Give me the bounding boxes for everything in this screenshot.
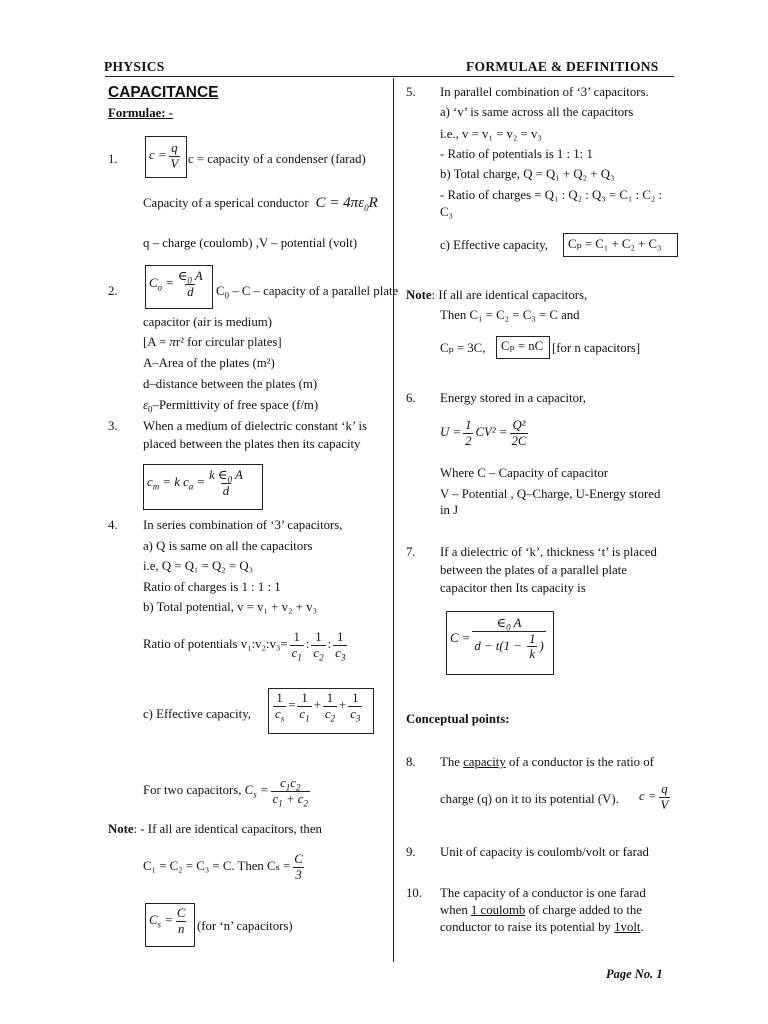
item2-line: d–distance between the plates (m) [143,377,318,391]
item10-line: conductor to raise its potential by 1volt. [440,920,644,934]
left-note-line: C₁ = C₂ = C₃ = C. Then Cₛ = $\frac{C}{3}$ [143,852,303,882]
column-divider [393,78,394,962]
item1-spherical: Capacity of a sperical conductor $C = 4\pi\varepsilon_0R$ [143,195,378,213]
formula-box-cs-n: $C_s$ = $\frac{C}{n}$ [145,903,195,947]
formula-box-co: $C_o$ = $\frac{\in_0 A}{d}$ [145,265,213,309]
item2-line: A–Area of the plates (m²) [143,356,275,370]
formula-box-series: $\frac{1}{c_s}$ = $\frac{1}{c_1}$ + $\frac{1}{c_2}$ + $\frac{1}{c_3}$ [268,688,374,734]
formula-c-q-v: c = $\frac{q}{V}$ [639,782,669,812]
page-number: Page No. 1 [606,967,663,981]
item6-line: Where C – Capacity of capacitor [440,466,609,480]
item-number: 8. [406,755,416,769]
header-section: FORMULAE & DEFINITIONS [466,59,659,74]
item4-line: Ratio of charges is 1 : 1 : 1 [143,580,281,594]
item5-line: i.e., v = v₁ = v₂ = v₃ [440,127,542,141]
formula-box-cm: $c_m = k$ $c_a$ = $\frac{k \in_0 A}{d}$ [143,464,263,510]
item10-line: when 1 coulomb of charge added to the [440,903,642,917]
item6-line: Energy stored in a capacitor, [440,391,587,405]
item8-line: charge (q) on it to its potential (V). [440,792,619,806]
item7-line: between the plates of a parallel plate [440,563,627,577]
page-title: CAPACITANCE [108,84,219,101]
item5-line: In parallel combination of ‘3’ capacitors. [440,85,649,99]
item1-qv: q – charge (coulomb) ,V – potential (volt) [143,236,358,250]
item-number: 3. [108,419,118,433]
energy-formula: U = $\frac{1}{2}$ CV² = $\frac{\text{Q²}}{2C}$ [440,418,527,448]
left-note-n-caps: (for ‘n’ capacitors) [197,919,293,933]
item5-effective: c) Effective capacity, [440,238,548,252]
item9-line: Unit of capacity is coulomb/volt or farad [440,845,649,859]
item10-line: The capacity of a conductor is one farad [440,886,646,900]
item2-line: capacitor (air is medium) [143,315,272,329]
formula-box-cp-nc: Cₚ = nC [496,336,550,359]
formula-box-parallel: Cₚ = C₁ + C₂ + C₃ [563,233,678,257]
item4-line: b) Total potential, v = v₁ + v₂ + v₃ [143,600,317,614]
right-note: Note: If all are identical capacitors, [406,288,588,302]
item5-line: - Ratio of potentials is 1 : 1: 1 [440,147,593,161]
item6-line: in J [440,503,459,517]
item5-line: C₃ [440,205,453,219]
header-rule [105,76,674,77]
item-number: 5. [406,85,416,99]
formula-box-dielectric: C = $\in_0$ A d − t(1 − $\frac{1}{k}$ ) [446,611,554,675]
item2-line: $\varepsilon_0$–Permittivity of free space (f/m) [143,398,319,415]
item-number: 2. [108,284,118,298]
right-note-line: [for n capacitors] [552,341,641,355]
item-number: 10. [406,886,422,900]
formulae-heading: Formulae: - [108,106,174,120]
item4-line: i.e, Q = Q₁ = Q₂ = Q₃ [143,559,254,573]
item4-ratio-potentials: Ratio of potentials v₁:v₂:v₃= $\frac{1}{c_1}$ : $\frac{1}{c_2}$ : $\frac{1}{c_3}$ [143,630,346,663]
concept-heading: Conceptual points: [406,712,510,726]
item3-line: placed between the plates then its capacity [143,437,361,451]
item4-two-caps: For two capacitors, $C_s$ = $\frac{c_1c_2}{c_1 + c_2}$ [143,776,308,809]
item6-line: V – Potential , Q–Charge, U-Energy stored [440,487,661,501]
item8-line: The capacity of a conductor is the ratio of [440,755,654,769]
item2-text: $C_0$ – C – capacity of a parallel plate [216,284,399,301]
header-subject: PHYSICS [104,59,165,74]
item5-line: b) Total charge, Q = Q₁ + Q₂ + Q₃ [440,167,615,181]
item-number: 9. [406,845,416,859]
item2-line: [A = πr² for circular plates] [143,335,282,349]
item3-line: When a medium of dielectric constant ‘k’ is [143,419,367,433]
item-number: 4. [108,518,118,532]
item7-line: capacitor then Its capacity is [440,581,586,595]
item-number: 1. [108,152,118,166]
left-note: Note: - If all are identical capacitors, then [108,822,322,836]
formula-box-c-q-v: c = $\frac{q}{V}$ [145,136,187,178]
item-number: 7. [406,545,416,559]
item4-line: a) Q is same on all the capacitors [143,539,313,553]
item4-effective: c) Effective capacity, [143,707,251,721]
item-number: 6. [406,391,416,405]
item1-text: c = capacity of a condenser (farad) [188,152,366,166]
right-note-line: Then C₁ = C₂ = C₃ = C and [440,308,580,322]
item7-line: If a dielectric of ‘k’, thickness ‘t’ is placed [440,545,657,559]
item5-line: - Ratio of charges = Q₁ : Q₂ : Q₃ = C₁ : C₂ : [440,188,663,202]
item4-line: In series combination of ‘3’ capacitors, [143,518,343,532]
right-note-line: Cₚ = 3C, [440,341,486,355]
item5-line: a) ‘v’ is same across all the capacitors [440,105,634,119]
